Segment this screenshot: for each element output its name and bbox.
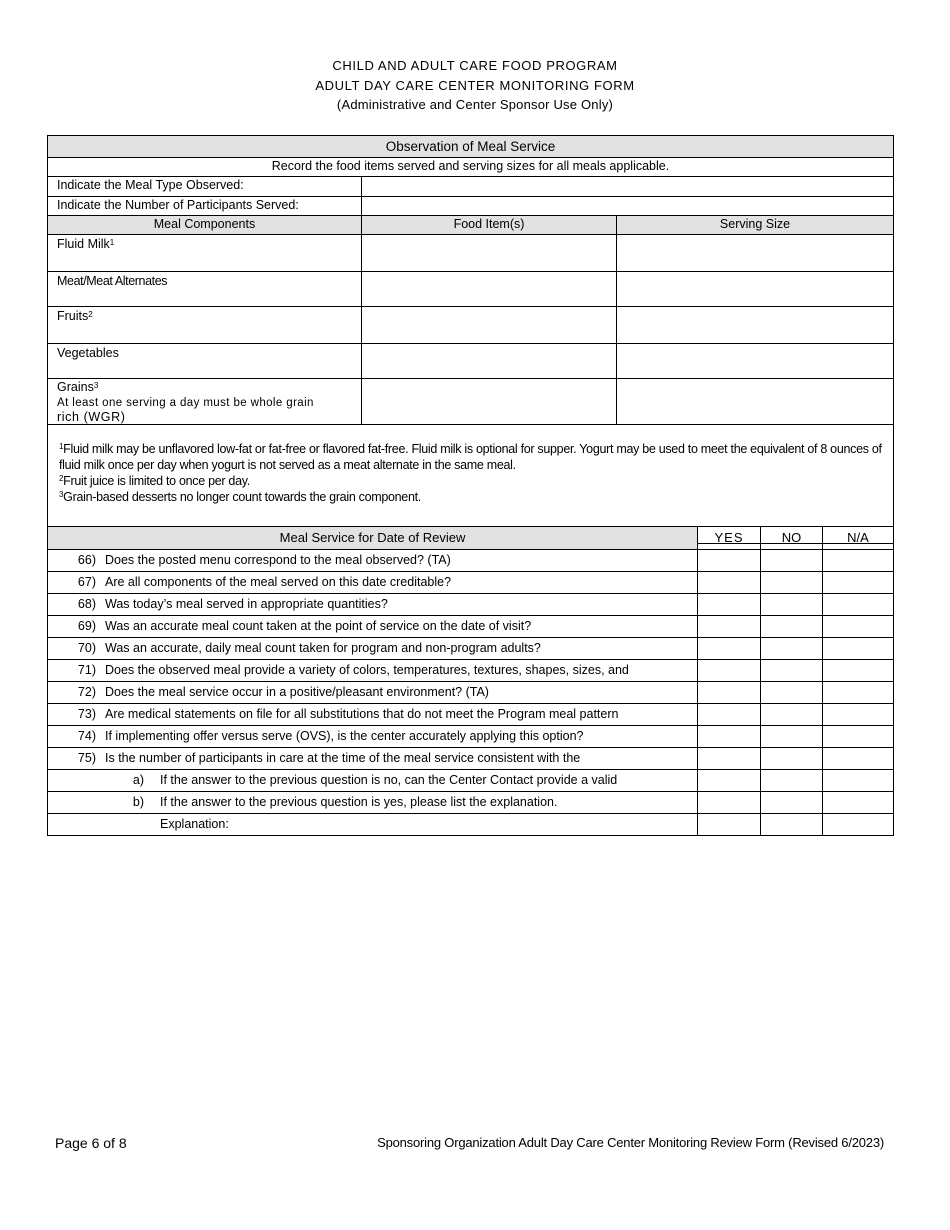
answer-na-checkbox[interactable] xyxy=(823,616,894,638)
meal-type-field[interactable] xyxy=(362,177,894,197)
question-number: 75) xyxy=(77,751,96,765)
vegetables-food-field[interactable] xyxy=(362,344,617,379)
answer-na-checkbox[interactable] xyxy=(823,726,894,748)
grains-size-field[interactable] xyxy=(617,379,894,425)
question-text xyxy=(48,704,698,726)
meat-food-field[interactable] xyxy=(362,272,617,307)
answer-na-checkbox[interactable] xyxy=(823,792,894,814)
fluid-milk-food-field[interactable] xyxy=(362,235,617,272)
answer-no-checkbox[interactable] xyxy=(761,638,823,660)
row-vegetables: Vegetables xyxy=(48,344,362,379)
answer-na-checkbox[interactable] xyxy=(823,550,894,572)
question-row xyxy=(48,594,894,616)
question-row xyxy=(48,616,894,638)
question-number: 71) xyxy=(77,663,96,677)
answer-no-checkbox[interactable] xyxy=(761,770,823,792)
answer-no-checkbox[interactable] xyxy=(761,704,823,726)
row-fluid-milk: Fluid Milk$^1$ xyxy=(48,235,362,272)
page-number: Page 6 of 8 xyxy=(55,1135,127,1151)
answer-no-checkbox[interactable] xyxy=(761,572,823,594)
answer-yes-checkbox[interactable] xyxy=(698,550,761,572)
participants-label: Indicate the Number of Participants Served: xyxy=(48,197,362,216)
question-row xyxy=(48,726,894,748)
vegetables-size-field[interactable] xyxy=(617,344,894,379)
fruits-food-field[interactable] xyxy=(362,307,617,344)
grains-note-2: rich (WGR) xyxy=(57,410,126,424)
answer-yes-checkbox[interactable] xyxy=(698,660,761,682)
question-row xyxy=(48,748,894,770)
question-text xyxy=(48,594,698,616)
question-label: Was an accurate meal count taken at the point of service on the date of visit? xyxy=(105,619,532,633)
col-yes: YES xyxy=(698,527,761,550)
answer-yes-checkbox[interactable] xyxy=(698,616,761,638)
row-meat: Meat/Meat Alternates xyxy=(48,272,362,307)
question-row xyxy=(48,572,894,594)
answer-yes-checkbox[interactable] xyxy=(698,726,761,748)
footnote-3: $^3$Grain-based desserts no longer count towards the grain component. xyxy=(59,490,421,504)
answer-yes-checkbox[interactable] xyxy=(698,814,761,836)
review-title: Meal Service for Date of Review xyxy=(48,527,698,550)
question-number: 74) xyxy=(77,729,96,743)
answer-yes-checkbox[interactable] xyxy=(698,792,761,814)
answer-na-checkbox[interactable] xyxy=(823,572,894,594)
question-text xyxy=(48,572,698,594)
answer-no-checkbox[interactable] xyxy=(761,748,823,770)
footnote-2: $^2$Fruit juice is limited to once per day. xyxy=(59,474,250,488)
col-food-items: Food Item(s) xyxy=(362,216,617,235)
col-serving-size: Serving Size xyxy=(617,216,894,235)
answer-na-checkbox[interactable] xyxy=(823,814,894,836)
question-label: Does the posted menu correspond to the meal observed? (TA) xyxy=(105,553,451,567)
col-na: N/A xyxy=(823,527,894,550)
answer-na-checkbox[interactable] xyxy=(823,682,894,704)
question-label: Was an accurate, daily meal count taken for program and non-program adults? xyxy=(105,641,541,655)
observation-instruction: Record the food items served and serving sizes for all meals applicable. xyxy=(48,158,894,177)
answer-yes-checkbox[interactable] xyxy=(698,770,761,792)
fruits-size-field[interactable] xyxy=(617,307,894,344)
question-label: Was today’s meal served in appropriate quantities? xyxy=(105,597,388,611)
answer-yes-checkbox[interactable] xyxy=(698,572,761,594)
question-text xyxy=(48,682,698,704)
question-number: 66) xyxy=(77,553,96,567)
question-number: 72) xyxy=(77,685,96,699)
observation-title: Observation of Meal Service xyxy=(48,136,894,158)
question-text xyxy=(48,616,698,638)
answer-no-checkbox[interactable] xyxy=(761,660,823,682)
answer-na-checkbox[interactable] xyxy=(823,660,894,682)
question-text xyxy=(48,726,698,748)
question-text xyxy=(48,638,698,660)
meat-size-field[interactable] xyxy=(617,272,894,307)
row-fruits: Fruits$^2$ xyxy=(48,307,362,344)
footer-form-title: Sponsoring Organization Adult Day Care Center Monitoring Review Form (Revised 6/2023) xyxy=(377,1135,884,1150)
answer-yes-checkbox[interactable] xyxy=(698,704,761,726)
review-table xyxy=(47,526,894,836)
question-label: Does the observed meal provide a variety of colors, temperatures, textures, shapes, sizes, and xyxy=(105,663,629,677)
form-title-line1: CHILD AND ADULT CARE FOOD PROGRAM xyxy=(332,58,618,73)
row-grains: Grains$^3$ At least one serving a day must be whole grain rich (WGR) xyxy=(48,379,362,425)
question-number: 68) xyxy=(77,597,96,611)
form-title-line3: (Administrative and Center Sponsor Use Only) xyxy=(336,97,614,112)
answer-na-checkbox[interactable] xyxy=(823,770,894,792)
meal-type-label: Indicate the Meal Type Observed: xyxy=(48,177,362,197)
question-label: Is the number of participants in care at the time of the meal service consistent with the xyxy=(105,751,581,765)
answer-no-checkbox[interactable] xyxy=(761,550,823,572)
question-number: 67) xyxy=(77,575,96,589)
question-text xyxy=(48,550,698,572)
question-row xyxy=(48,704,894,726)
answer-na-checkbox[interactable] xyxy=(823,748,894,770)
question-75b: b) If the answer to the previous question is yes, please list the explanation. xyxy=(48,792,698,814)
question-label: Are all components of the meal served on this date creditable? xyxy=(105,575,452,589)
observation-table xyxy=(47,135,894,544)
question-label: Does the meal service occur in a positive/pleasant environment? (TA) xyxy=(105,685,489,699)
participants-field[interactable] xyxy=(362,197,894,216)
answer-no-checkbox[interactable] xyxy=(761,814,823,836)
answer-no-checkbox[interactable] xyxy=(761,594,823,616)
grains-note: At least one serving a day must be whole grain xyxy=(57,397,314,409)
question-number: 70) xyxy=(77,641,96,655)
question-label: Are medical statements on file for all substitutions that do not meet the Program meal pattern xyxy=(105,707,619,721)
question-row xyxy=(48,660,894,682)
answer-no-checkbox[interactable] xyxy=(761,682,823,704)
answer-no-checkbox[interactable] xyxy=(761,616,823,638)
answer-na-checkbox[interactable] xyxy=(823,594,894,616)
answer-yes-checkbox[interactable] xyxy=(698,638,761,660)
answer-yes-checkbox[interactable] xyxy=(698,682,761,704)
answer-na-checkbox[interactable] xyxy=(823,638,894,660)
answer-yes-checkbox[interactable] xyxy=(698,594,761,616)
question-number: 73) xyxy=(77,707,96,721)
question-75a: a) If the answer to the previous question is no, can the Center Contact provide a valid xyxy=(48,770,698,792)
answer-na-checkbox[interactable] xyxy=(823,704,894,726)
question-row xyxy=(48,638,894,660)
answer-no-checkbox[interactable] xyxy=(761,726,823,748)
answer-no-checkbox[interactable] xyxy=(761,792,823,814)
question-row xyxy=(48,682,894,704)
question-number: 69) xyxy=(77,619,96,633)
col-meal-components: Meal Components xyxy=(48,216,362,235)
question-text xyxy=(48,660,698,682)
col-no: NO xyxy=(761,527,823,550)
question-label: If implementing offer versus serve (OVS), is the center accurately applying this option? xyxy=(105,729,584,743)
grains-food-field[interactable] xyxy=(362,379,617,425)
footnote-1: $^1$Fluid milk may be unflavored low-fat or fat-free or flavored fat-free. Fluid milk is optional for supper. Yogurt may be used to meet the equivalent of 8 ounces of fluid milk once per day when yogurt is not served as a meat alternate in the same meal. xyxy=(59,442,882,472)
answer-yes-checkbox[interactable] xyxy=(698,748,761,770)
fluid-milk-size-field[interactable] xyxy=(617,235,894,272)
question-text xyxy=(48,748,698,770)
question-row xyxy=(48,550,894,572)
explanation-field[interactable]: Explanation: xyxy=(48,814,698,836)
form-title-line2: ADULT DAY CARE CENTER MONITORING FORM xyxy=(315,78,635,93)
